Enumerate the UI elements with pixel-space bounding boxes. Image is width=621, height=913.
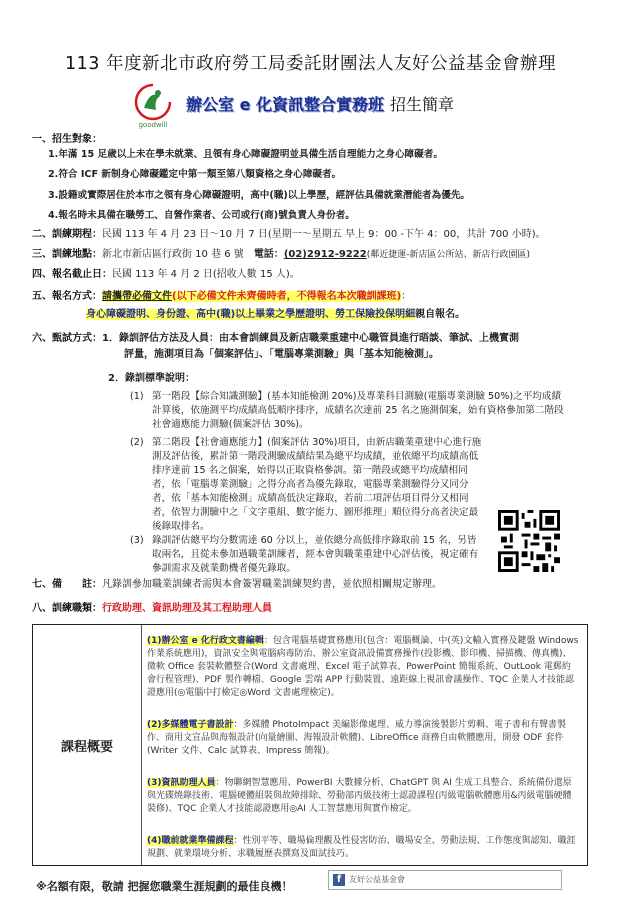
s1-item-3: 3.設籍或實際居住於本市之領有身心障礙證明，高中(職)以上學歷，經評估具備就業潛能者為優先。 xyxy=(48,190,471,201)
subtitle-main: 辦公室 e 化資訊整合實務班 xyxy=(186,95,384,114)
footer-note: ※名額有限，敬請 把握您職業生涯規劃的最佳良機！ xyxy=(36,880,293,893)
course-3: (3)資訊助理人員：物聯網智慧應用、PowerBI 大數據分析、ChatGPT 與 AI 生成工具整合、系統備份還原與光碟燒錄技術、電腦硬體組裝與故障排除、勞動部丙級技術士認證課程(丙級電腦軟體應用&丙級電腦硬體裝修)、TQC 企業人才技能認證應用◎AI 人工智慧應用與實作檢定。 xyxy=(147,778,572,814)
section-6: 六、甄試方式：1．錄訓評估方法及人員：由本會訓練員及新店職業重建中心職管員進行晤談、筆試、上機實測 xyxy=(32,333,519,344)
s6-c3-num: (3) xyxy=(130,535,144,546)
section-5: 五、報名方式：請攜帶必備文件(以下必備文件未齊備時者，不得報名本次職訓課班)： xyxy=(32,291,412,302)
section-4: 四、報名截止日：民國 113 年 4 月 2 日(招收人數 15 人)。 xyxy=(32,269,300,280)
facebook-badge[interactable] xyxy=(328,870,562,890)
course-1: (1)辦公室 e 化行政文書編輯：包含電腦基礎實務應用(包含：電腦概論、中(英)文輸入實務及鍵盤 Windows 作業系統應用)，資訊安全與電腦病毒防治、辦公室資訊設備實務操作(投影機、影印機、掃描機、傳真機)、微軟 Office 套裝軟體整合(Word 文書處理、Excel 電子試算表、PowerPoint 簡報系統、OutLook 電郵約會行程管理)、PDF 製作轉檔、Google 雲端 APP 行動裝置、遠距線上視訊會議操作、TQC 企業人才技能認證應用(◎電腦中打檢定◎Word 文書處理檢定)。 xyxy=(147,636,579,698)
s6-criterion-1: 第一階段【綜合知識測驗】(基本知能檢測 20%)及專業科目測驗(電腦專業測驗 50%)之平均成績計算後，依施測平均成績高低順序排序，成績名次達前 25 名之施測個案，始有資格參加第二階段社會適應能力測驗(個案評估 30%)。 xyxy=(152,391,564,430)
course-2: (2)多媒體電子書設計：多媒體 PhotoImpact 美編影像處理、威力導演後製影片剪輯、電子書和有聲書製作、商用文宣品與海報設計(向量繪圖、海報設計軟體)、LibreOffice 商務自由軟體應用，開發 ODF 套件(Writer 文件、Calc 試算表、Impress 簡報)。 xyxy=(147,720,567,756)
s1-item-4: 4.報名時未具備在職勞工、自營作業者、公司或行(商)號負責人身份者。 xyxy=(48,210,355,221)
goodwill-logo-icon xyxy=(130,82,176,130)
s6-c2-num: (2) xyxy=(130,437,144,448)
logo-text: goodwill xyxy=(138,121,168,129)
s6-criterion-2: 第二階段【社會適應能力】(個案評估 30%)項目，由新店職業重建中心進行施測及評估後，累計第一階段測驗成績結果為總平均成績，並依總平均成績高低排序達前 15 名之個案，始得以正取資格參訓。第一階段或總平均成績相同者，依「電腦專業測驗」之得分高者為優先錄取，電腦專業測驗得分又同分者，依「基本知能檢測」成績高低決定錄取，若前二項評估項目得分又相同者，依智力測驗中之「文字重組、數字能力、圖形推理」順位得分高者決定最後錄取排名。 xyxy=(152,437,482,532)
subtitle xyxy=(186,92,454,115)
s6-p1-cont: 評量，施測項目為「個案評估」、「電腦專業測驗」與「基本知能檢測」。 xyxy=(124,349,439,360)
s1-item-1: 1.年滿 15 足歲以上未在學未就業、且領有身心障礙證明並具備生活自理能力之身心障礙者。 xyxy=(48,149,443,160)
s6-p2: 2．錄訓標準說明： xyxy=(108,373,195,384)
page-title: 113 年度新北市政府勞工局委託財團法人友好公益基金會辦理 xyxy=(65,54,556,74)
qr-code-icon xyxy=(498,510,560,572)
section-3: 三、訓練地點：新北市新店區行政街 10 巷 6 號 電話：(02)2912-9222(鄰近捷運-新店區公所站、新店行政園區) xyxy=(32,249,530,260)
course-4: (4)職前就業準備課程：性別平等、職場倫理觀及性侵害防治、職場安全、勞動法規、工作態度與認知、職涯規劃、就業環境分析、求職履歷表撰寫及面試技巧。 xyxy=(147,836,576,859)
section-5-line-2: 身心障礙證明、身份證、高中(職)以上畢業之學歷證明、勞工保險投保明細親自報名。 xyxy=(86,309,466,320)
course-overview-label: 課程概要 xyxy=(33,625,142,865)
s6-c1-num: (1) xyxy=(130,391,144,402)
section-1-heading: 一、招生對象： xyxy=(32,134,102,145)
facebook-icon: f xyxy=(333,874,345,886)
section-7: 七、備 註：凡錄訓參加職業訓練者需與本會簽署職業訓練契約書，並依照相關規定辦理。 xyxy=(32,579,442,590)
course-table xyxy=(32,624,588,866)
section-8: 八、訓練職類：行政助理、資訊助理及其工程助理人員 xyxy=(32,603,272,614)
subtitle-tail: 招生簡章 xyxy=(390,95,455,114)
facebook-label: 友好公益基金會 xyxy=(349,875,405,884)
section-2: 二、訓練期程：民國 113 年 4 月 23 日～10 月 7 日(星期一～星期五 早上 9：00 -下午 4：00，共計 700 小時)。 xyxy=(32,229,546,240)
s6-criterion-3: 錄訓評估總平均分數需達 60 分以上，並依總分高低排序錄取前 15 名，另皆取兩名，且從未參加過職業訓練者，經本會與職業重建中心評估後，視定確有參訓需求及就業動機者優先錄取。 xyxy=(152,535,479,574)
s1-item-2: 2.符合 ICF 新制身心障礙鑑定中第一類至第八類資格之身心障礙者。 xyxy=(48,169,342,180)
